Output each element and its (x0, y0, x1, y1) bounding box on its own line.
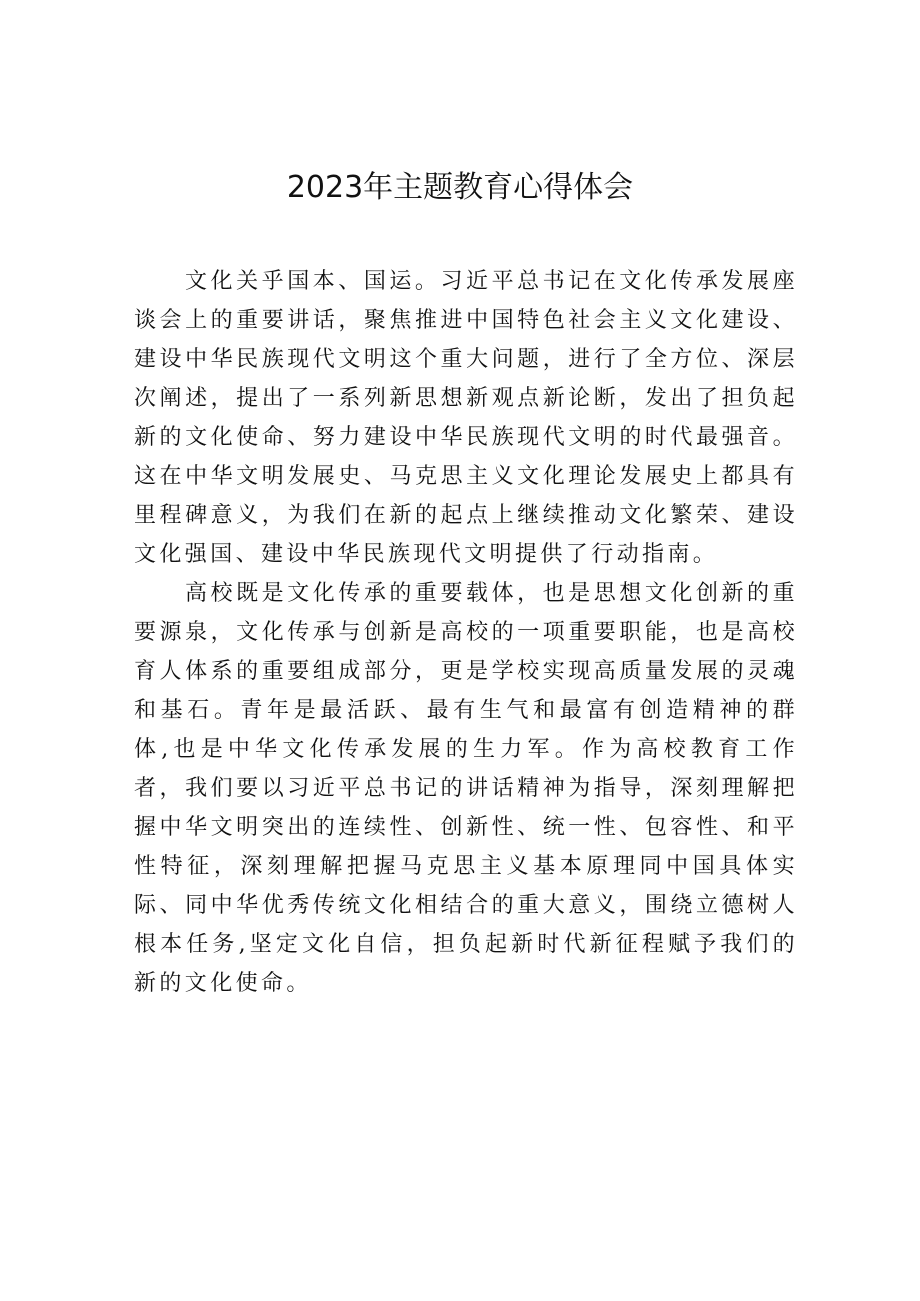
document-title: 2023年主题教育心得体会 (286, 170, 634, 205)
paragraph-1: 文化关乎国本、国运。习近平总书记在文化传承发展座谈会上的重要讲话，聚焦推进中国特色社会主义文化建设、建设中华民族现代文明这个重大问题，进行了全方位、深层次阐述，提出了一系列新思想新观点新论断，发出了担负起新的文化使命、努力建设中华民族现代文明的时代最强音。这在中华文明发展史、马克思主义文化理论发展史上都具有里程碑意义，为我们在新的起点上继续推动文化繁荣、建设文化强国、建设中华民族现代文明提供了行动指南。 (134, 269, 798, 567)
paragraph-2: 高校既是文化传承的重要载体，也是思想文化创新的重要源泉，文化传承与创新是高校的一项重要职能，也是高校育人体系的重要组成部分，更是学校实现高质量发展的灵魂和基石。青年是最活跃、最有生气和最富有创造精神的群体,也是中华文化传承发展的生力军。作为高校教育工作者，我们要以习近平总书记的讲话精神为指导，深刻理解把握中华文明突出的连续性、创新性、统一性、包容性、和平性特征，深刻理解把握马克思主义基本原理同中国具体实际、同中华优秀传统文化相结合的重大意义，围绕立德树人根本任务,坚定文化自信，担负起新时代新征程赋予我们的新的文化使命。 (134, 581, 798, 996)
document-body (134, 262, 798, 1003)
